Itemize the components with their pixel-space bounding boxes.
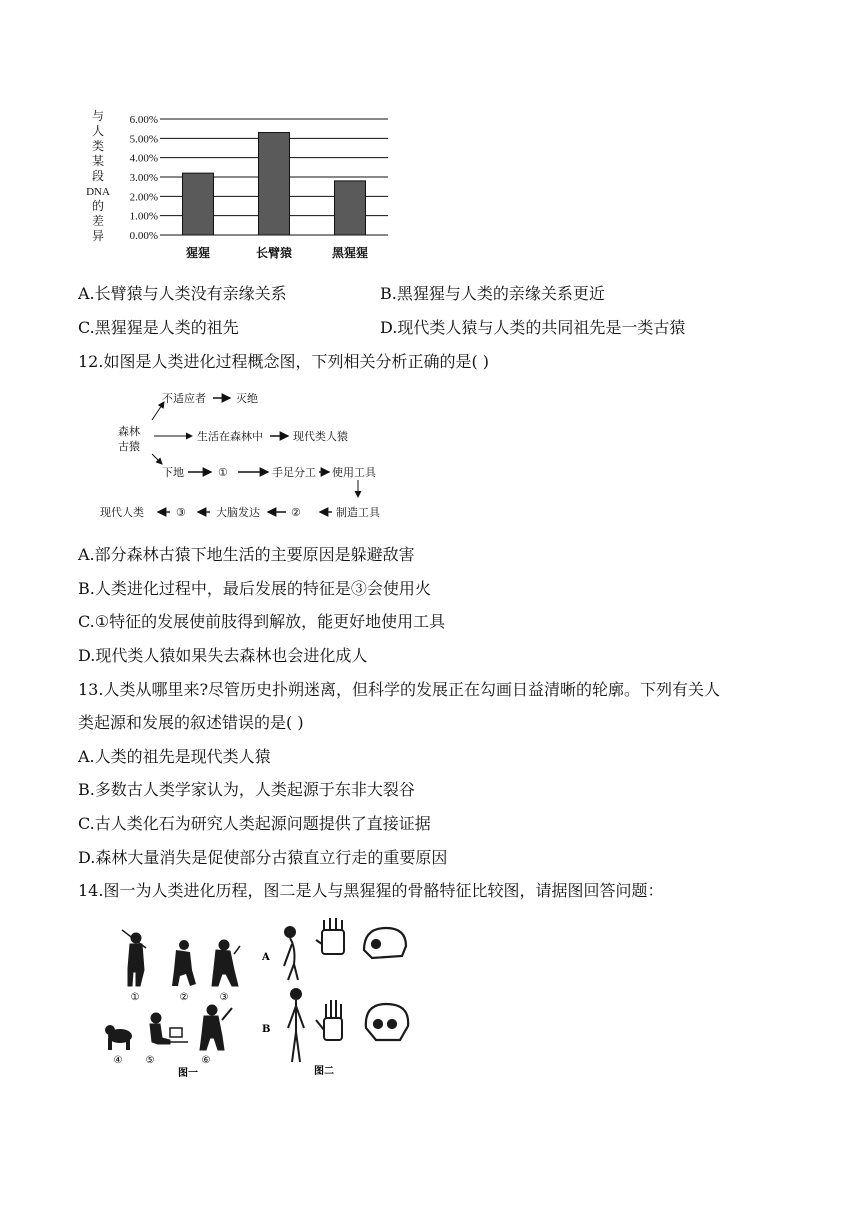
bar	[183, 173, 214, 235]
node-use-tools: 使用工具	[332, 466, 376, 479]
y-tick-label: 3.00%	[129, 172, 158, 184]
y-label-char: DNA	[86, 186, 110, 198]
row-a-label: A	[262, 952, 270, 963]
y-label-char: 的	[91, 199, 105, 213]
q12-option-c: C.①特征的发展使前肢得到解放，能更好地使用工具	[78, 612, 446, 631]
human-skull-icon	[366, 1004, 408, 1040]
figure-two-skeleton-comparison	[260, 914, 440, 1078]
node-forest: 森林	[118, 425, 140, 438]
bar	[259, 133, 290, 235]
q12-option-d: D.现代类人猿如果失去森林也会进化成人	[78, 646, 368, 665]
chart-y-ticks	[130, 114, 158, 242]
fig1-mark-3: ③	[219, 992, 229, 1003]
figure-one-evolution-illustration	[100, 918, 265, 1080]
y-label-char: 差	[91, 214, 105, 228]
q13-option-c: C.古人类化石为研究人类起源问题提供了直接证据	[78, 814, 431, 833]
figure-one-caption: 图一	[178, 1068, 198, 1079]
q13-option-b: B.多数古人类学家认为，人类起源于东非大裂谷	[78, 780, 415, 799]
x-tick-label: 猩猩	[185, 246, 211, 260]
node-extinct: 灭绝	[236, 392, 258, 405]
human-skeleton	[288, 989, 304, 1062]
q11-option-b: B.黑猩猩与人类的亲缘关系更近	[380, 284, 605, 303]
y-label-char: 与	[91, 109, 105, 123]
chart-bars	[183, 133, 366, 235]
row-b-label: B	[262, 1024, 271, 1035]
human-hand-icon	[316, 1000, 342, 1040]
fig1-mark-5: ⑤	[145, 1055, 155, 1066]
chimp-skull-icon	[364, 928, 406, 958]
hominid-4-figure	[105, 1025, 132, 1050]
arrow-to-descend	[152, 454, 162, 464]
evolution-concept-diagram	[96, 384, 396, 524]
q11-option-c: C.黑猩猩是人类的祖先	[78, 318, 239, 337]
y-label-char: 异	[91, 229, 105, 243]
chart-y-axis-label	[86, 109, 110, 243]
node-modern-ape: 现代类人猿	[293, 430, 348, 443]
q11-option-d: D.现代类人猿与人类的共同祖先是一类古猿	[380, 318, 686, 337]
node-ancient-ape: 古猿	[118, 440, 140, 453]
q13-stem-line2: 类起源和发展的叙述错误的是( )	[78, 713, 304, 732]
y-label-char: 某	[91, 154, 105, 168]
y-tick-label: 6.00%	[129, 114, 158, 126]
y-tick-label: 0.00%	[129, 230, 158, 242]
q13-option-d: D.森林大量消失是促使部分古猿直立行走的重要原因	[78, 848, 448, 867]
node-step2: ②	[291, 506, 301, 519]
hominid-2-figure	[172, 940, 196, 986]
dna-difference-bar-chart	[80, 100, 400, 270]
q12-option-b: B.人类进化过程中，最后发展的特征是③会使用火	[78, 579, 431, 598]
y-tick-label: 1.00%	[129, 210, 158, 223]
node-forest-life: 生活在森林中	[197, 430, 263, 443]
y-tick-label: 2.00%	[129, 191, 158, 204]
fig1-mark-4: ④	[113, 1055, 123, 1066]
hominid-3-figure	[212, 940, 240, 986]
q13-option-a: A.人类的祖先是现代类人猿	[78, 747, 271, 766]
node-modern-human: 现代人类	[100, 506, 144, 519]
node-step3: ③	[176, 506, 186, 519]
y-tick-label: 4.00%	[129, 152, 158, 165]
fig1-mark-1: ①	[130, 992, 140, 1003]
node-descend: 下地	[162, 466, 184, 479]
node-step1: ①	[218, 466, 228, 479]
chimp-skeleton	[284, 927, 298, 980]
q14-stem: 14.图一为人类进化历程，图二是人与黑猩猩的骨骼特征比较图，请据图回答问题：	[78, 881, 664, 900]
q13-stem-line1: 13.人类从哪里来?尽管历史扑朔迷离，但科学的发展正在勾画日益清晰的轮廓。下列有关人	[78, 680, 721, 699]
hominid-6-figure	[200, 1005, 232, 1050]
q11-option-a: A.长臂猿与人类没有亲缘关系	[78, 284, 287, 303]
node-unfit: 不适应者	[162, 392, 206, 405]
fig1-mark-6: ⑥	[201, 1055, 211, 1066]
chimp-hand-icon	[316, 918, 344, 954]
x-tick-label: 长臂猿	[255, 246, 293, 260]
x-tick-label: 黑猩猩	[331, 246, 369, 260]
chart-x-ticks	[186, 245, 368, 260]
figure-two-caption: 图二	[314, 1066, 334, 1077]
fig1-mark-2: ②	[179, 992, 189, 1003]
y-label-char: 段	[91, 169, 105, 183]
y-label-char: 类	[91, 139, 105, 153]
bar	[335, 181, 366, 235]
q12-stem: 12.如图是人类进化过程概念图，下列相关分析正确的是( )	[78, 352, 490, 371]
node-make-tools: 制造工具	[336, 506, 380, 519]
node-hand-foot: 手足分工	[272, 466, 316, 479]
node-brain: 大脑发达	[216, 506, 260, 519]
hominid-5-figure	[150, 1013, 188, 1044]
q12-option-a: A.部分森林古猿下地生活的主要原因是躲避敌害	[78, 545, 415, 564]
hominid-1-figure	[122, 930, 146, 986]
y-tick-label: 5.00%	[129, 133, 158, 146]
y-label-char: 人	[91, 124, 105, 138]
